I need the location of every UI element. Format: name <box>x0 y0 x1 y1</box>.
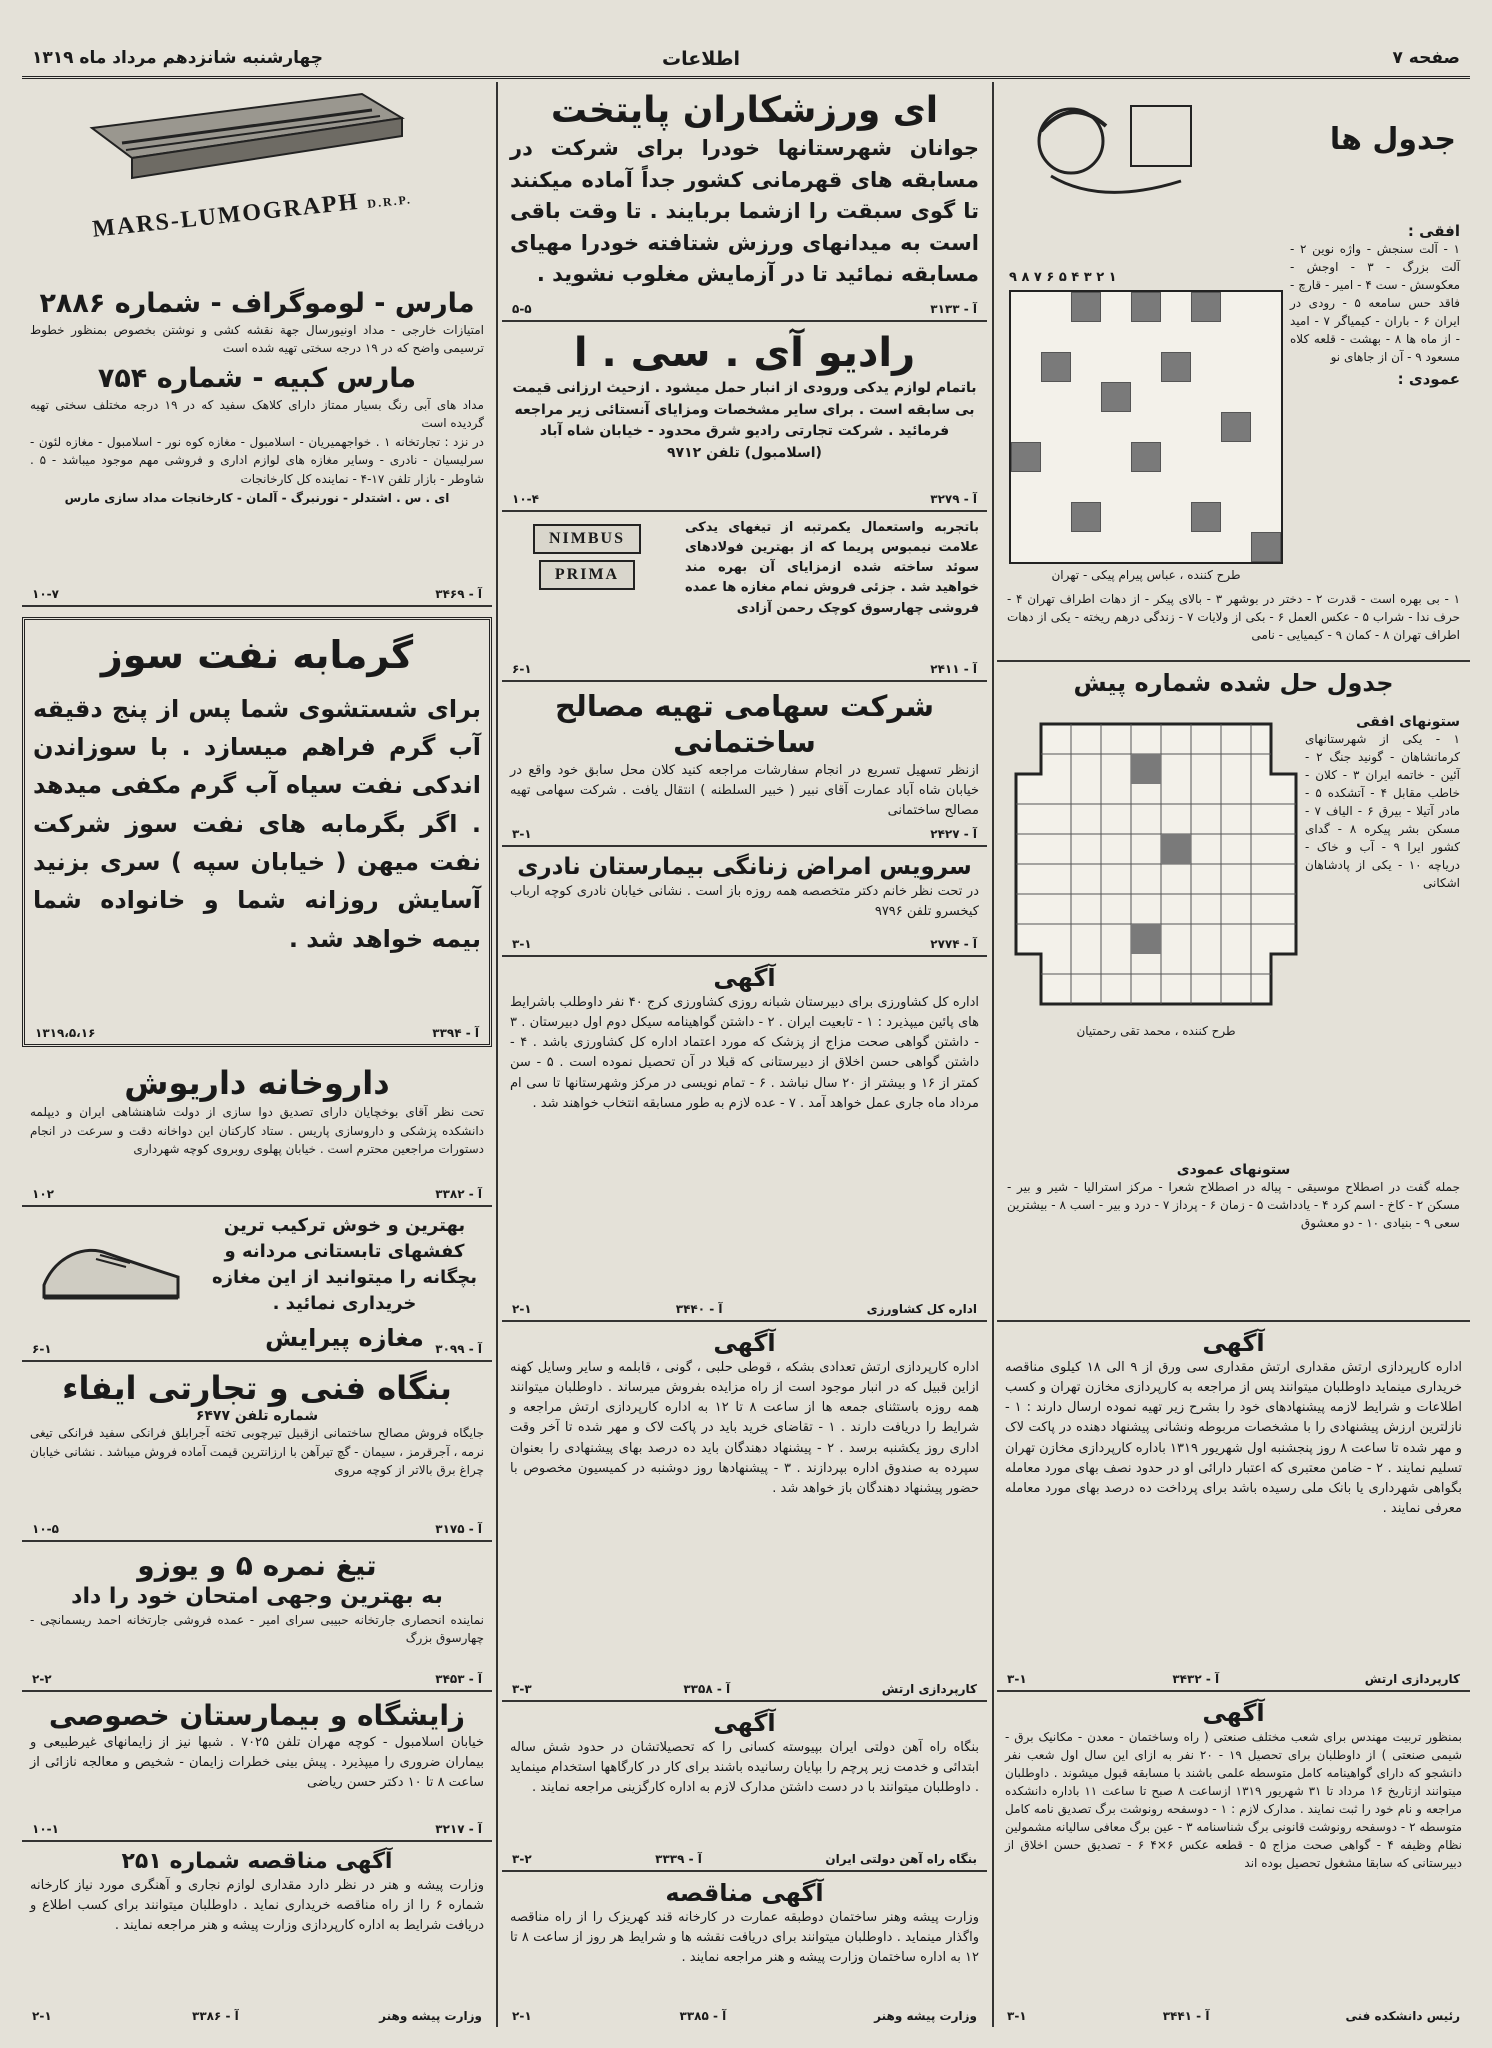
ad-reference: آ - ۲۴۲۷ ۳-۱ <box>512 827 977 841</box>
ad-body: اداره کل کشاورزی برای دبیرستان شبانه روزی کشاورزی کرج ۴۰ نفر داوطلب باشرایط های پائین میپذیرد : ۱ - تابعیت ایران . ۲ - داشتن گواهینامه سیکل دوم اول دبیرستان . ۳ - داشتن گواهی صحت مزاج از پزشک که مورد اعتماد اداره کل کشاورزی باشد . ۴ - داشتن گواهی حسن اخلاق از دبیرستانی که قبلا در آن تحصیل نموده است . ۵ - سن کمتر از ۱۶ و بیشتر از ۲۰ سال نباشد . ۶ - تمام نویسی در مرکز وشهرستانها تا سی ام مرداد ماه جاری عمل خواهد آمد . ۷ - عده لازم به طور مسابقه انتخاب خواهند شد . <box>510 995 980 1111</box>
mars-lumograph-ad <box>22 82 492 607</box>
date-line: چهارشنبه شانزدهم مرداد ماه ۱۳۱۹ <box>32 48 323 68</box>
ad-reference: وزارت پیشه وهنر آ - ۳۳۸۵ ۲-۱ <box>512 2009 977 2023</box>
solved-grid <box>1011 714 1301 1014</box>
ad-reference: اداره کل کشاورزی آ - ۳۴۴۰ ۲-۱ <box>512 1302 977 1316</box>
across-heading: ستونهای افقی <box>1356 714 1460 730</box>
ad-reference: آ - ۳۳۸۲ ۱۰۲ <box>32 1187 482 1201</box>
ad-body: وزارت پیشه و هنر در نظر دارد مقداری لوازم نجاری و آهنگری مورد نیاز کارخانه شماره ۶ را از راه مناقصه خریداری نماید . داوطلبان میتوانند برای کسب اطلاع و دریافت شرایط به اداره کارپردازی وزارت پیشه و هنر مراجعه نمایند . <box>30 1877 485 1933</box>
construction-tender-notice <box>502 1872 987 2027</box>
ad-body: باتجربه واستعمال یکمرتبه از تیغهای یدکی علامت نیمبوس پریما که از بهترین فولادهای سوئد ساخته شده ازمزایای آن بهره مند خواهید شد . جزئی فروش نمام مغازه ها عمده فروشی چهارسوق کوچک رحمن آزادی <box>685 520 979 616</box>
product1-description: امتیازات خارجی - مداد اونیورسال جهة نقشه کشی و نوشتن بخصوص بمنظور خطوط ترسیمی واضح که در ۱۹ درجه سختی تهیه شده است <box>30 322 484 356</box>
ad-body: وزارت پیشه وهنر ساختمان دوطبقه عمارت در کارخانه قند کهریزک را از راه مناقصه واگذار مینماید . داوطلبان میتوانند برای دریافت نقشه ها و شرایط هر روز از ساعت ۸ تا ۱۲ به اداره ساختمان وزارت پیشه و هنر مراجعه نمایند . <box>510 1910 979 1966</box>
across-answers: ۱ - یکی از شهرستانهای کرمانشاهان - گونید جنگ ۲ - آئین - خاتمه ایران ۳ - کلان - خاطب مقابل ۴ - آتشکده ۵ - مادر آتیلا - بیرق ۶ - الیاف ۷ - مسکن بشر پیکره ۸ - گدای کشور ایرا ۹ - آب و خاک - دریاچه ۱۰ - یکی از پادشاهان اشکانی <box>1305 732 1461 890</box>
down-answers: جمله گفت در اصطلاح موسیقی - پیاله در اصطلاح شعرا - مرکز استرالیا - شیر و بیر - مسکن ۲ - کاخ - اسم کرد ۴ - یادداشت ۵ - زمان ۶ - پرداز ۷ - درد و بیر - اسب ۸ - بیشترین سعی ۹ - بنیادی ۱۰ - دو معشوق <box>1007 1180 1460 1230</box>
ad-title: آگهی مناقصه <box>665 1879 824 1907</box>
product2-title: مارس کبیه - شماره ۷۵۴ <box>97 362 417 394</box>
ad-body: اداره کارپردازی ارتش مقداری ارتش مقداری سی ورق از ۹ الی ۱۸ کیلوی مناقصه خریداری مینماید داوطلبان میتوانند پس از مراجعه به کارپردازی مخازن تهران و کسب اطلاعات و شرایط لازمه پیشنهادهای خود را بشرح زیر تهیه نموده ارسال دارند : ۱ - نازلترین ارزش پیشنهادی را با مشخصات مربوطه ونشانی پیشنهاد دهنده در پاکت لاک و مهر شده تا ساعت ۸ روز پنجشنبه اول شهریور ۱۳۱۹ باداره کارپردازی مخازن تهران تسلیم نمایند . ۲ - ضامن معتبری که اعتبار دارائی او در حدود نصف بهای مورد معامله بگواهی شهرداری یا بانک ملی رسیده باشد برای پرداخت ده درصد بهای مورد معامله معرفی نمایند . <box>1005 1360 1462 1516</box>
down-heading: عمودی : <box>1397 370 1460 388</box>
ad-title: آگهی مناقصه شماره ۲۵۱ <box>121 1849 393 1874</box>
razor-blade-image: NIMBUS PRIMA <box>512 524 662 590</box>
ad-title: آگهی <box>713 1329 776 1357</box>
gynecology-service-ad <box>502 847 987 957</box>
railway-notice <box>502 1702 987 1872</box>
ad-subtitle: به بهترین وجهی امتحان خود را داد <box>71 1584 443 1609</box>
ad-title: رادیو آی . سی . ا <box>573 330 916 376</box>
ad-body: بهترین و خوش ترکیب ترین کفشهای تابستانی مردانه و بچگانه را میتوانید از این مغازه خریداری نمائید . <box>211 1215 477 1315</box>
ad-reference: آ - ۲۴۱۱ ۶-۱ <box>512 662 977 676</box>
middle-column <box>502 82 987 2027</box>
factory-text: ای . س . اشتدلر - نورنبرگ - آلمان - کارخانجات مداد سازی مارس <box>64 490 450 505</box>
column-divider <box>496 82 498 2027</box>
dealers-text: در نزد : تجارتخانه ۱ . خواجهمیریان - اسلامبول - مغازه کوه نور - اسلامبول - مغازه لئون - سرلیسیان - نادری - وسایر مغازه های لوازم اداری و فروشی مهم موجود میباشد - ۵ . شاوطر - بازار تلفن ۱۷-۴ - نماینده کل کارخانجات <box>30 434 484 487</box>
ad-reference: وزارت پیشه وهنر آ - ۳۳۸۶ ۲-۱ <box>32 2009 482 2023</box>
agriculture-notice <box>502 957 987 1322</box>
ad-title: داروخانه داریوش <box>124 1064 390 1102</box>
ad-body: خیابان اسلامبول - کوچه مهران تلفن ۷۰۲۵ . شبها نیز از زایمانهای غیرطبیعی و بیماران ضروری را میپذیرد . پیش بینی خطرات زایمان - شخیص و معالجه نازائی از ساعت ۸ تا ۱۰ دکتر حسن ریاضی <box>30 1735 484 1791</box>
tender-notice <box>22 1842 492 2027</box>
page-number: صفحه ۷ <box>1392 48 1460 68</box>
technical-faculty-notice <box>997 1692 1470 2027</box>
crossword-designer: طرح کننده ، عباس پیرام پیکی - تهران <box>1051 568 1241 582</box>
ad-body: تحت نظر آقای بوخچایان دارای تصدیق دوا سازی از دولت شاهنشاهی ایران و دیپلمه دانشکده پزشکی و داروسازی پاریس . ستاد کارکنان این دواخانه دقت و سرعت در انجام دستورات مراجعین محترم است . خیابان پهلوی روبروی کوچه شهرداری <box>30 1105 484 1157</box>
ad-reference: آ - ۳۴۶۹ ۱۰-۷ <box>32 587 482 601</box>
down-heading: ستونهای عمودی <box>1176 1162 1291 1178</box>
crossword-title: جدول ها <box>1329 122 1456 157</box>
ad-body: برای شستشوی شما پس از پنج دقیقه آب گرم فراهم میسازد . با سوزاندن اندکی نفت سیاه آب گرم مکفی میدهد . اگر بگرمابه های نفت سوز شرکت نفت میهن ( خیابان سپه ) سری بزنید آسایش روزانه شما و خانواده شما بیمه خواهد شد . <box>33 694 481 953</box>
ad-reference: آ - ۳۱۳۳ ۵-۵ <box>512 302 977 316</box>
solved-crossword-section <box>997 662 1470 1322</box>
ad-title: آگهی <box>713 964 776 992</box>
ad-body: نماینده انحصاری جارتخانه حبیبی سرای امیر - عمده فروشی جارتخانه احمد ریسمانچی - چهارسوق بزرگ <box>30 1612 484 1646</box>
ad-title: سرویس امراض زنانگی بیمارستان نادری <box>517 854 972 880</box>
section-title: جدول حل شده شماره پیش <box>1073 669 1394 697</box>
ad-reference: رئیس دانشکده فنی آ - ۳۴۴۱ ۳-۱ <box>1007 2009 1460 2023</box>
ad-body: بمنظور تربیت مهندس برای شعب مختلف صنعتی ( راه وساختمان - معدن - مکانیک برق - شیمی صنعتی ) از داوطلبان برای تحصیل ۱۹ - ۲۰ نفر به ازای این سال اول شعب نفر دانشجو که دارای گواهینامه کامل متوسطه علمی باشند با مسابقه قبول میشوند . داوطلبان میتوانند ازتاریخ ۱۶ مرداد تا ۳۱ شهریور ۱۳۱۹ ازساعت ۸ صبح تا ساعت ۱۱ باداره دانشکده مراجعه و نام خود را ثبت نمایند . مدارک لازم : ۱ - دوسفحه رونوشت برگ تصدیق نامه کامل متوسطه ۲ - دوسفحه رونوشت قانونی برگ شناسنامه ۳ - عین برگ معافی سالیانه مشمولین نظام وظیفه ۴ - گواهی صحت مزاج ۵ - قطعه عکس ۶×۴ ۶ - تصدیق حسن اخلاق از دبیرستانی که سابقا مشغول تحصیل بوده اند <box>1005 1730 1463 1870</box>
ad-reference: آ - ۳۲۷۹ ۱۰-۴ <box>512 492 977 506</box>
ad-body: جایگاه فروش مصالح ساختمانی ازقبیل تیرچوبی تخته آجرابلق فرانکی سفید فرانکی تیغی نرمه ، آجرقرمز ، سیمان - گچ تیرآهن با ارزانترین قیمت آماده فروش میباشد . نشانی خیابان چراغ برق بالاتر از کوچه مروی <box>30 1426 484 1478</box>
ad-body: اداره کارپردازی ارتش تعدادی بشکه ، قوطی حلبی ، گونی ، قابلمه و سایر وسایل کهنه ازاین قبیل که در انبار موجود است از راه مزایده بفروش میرساند . داوطلبان میتوانند همه روزه باستثنای جمعه ها از ساعت ۸ تا ۱۲ به اداره کارپردازی ارتش مراجعه و شرایط را دریافت دارند . ۱ - تقاضای خرید باید در پاکت لاک و مهر شده تا آخر وقت اداری روز یکشنبه برسد . ۲ - پیشنهاد دهندگان باید ده درصد بهای پیشنهادی را بعنوان سپرده به صندوق اداره بپردازند . ۳ - پیشنهادها روز دوشنبه در کمیسیون مخصوص با حضور پیشنهاد دهندگان باز خواهد شد . <box>510 1360 980 1496</box>
maternity-clinic-ad <box>22 1692 492 1842</box>
ad-reference: آ - ۳۱۷۵ ۱۰-۵ <box>32 1522 482 1536</box>
ad-body: در تحت نظر خانم دکتر متخصصه همه روزه باز است . نشانی خیابان نادری کوچه ارباب کیخسرو تلفن ۹۷۹۶ <box>510 883 979 919</box>
ad-reference: آ - ۳۳۹۴ ۱۳۱۹،۵،۱۶ <box>35 1026 479 1040</box>
left-column <box>22 82 492 2027</box>
across-heading: افقی : <box>1407 222 1460 240</box>
ad-reference: کارپردازی ارتش آ - ۳۴۳۲ ۳-۱ <box>1007 1672 1460 1686</box>
ad-reference: آ - ۳۴۵۳ ۲-۲ <box>32 1672 482 1686</box>
construction-company-ad <box>502 682 987 847</box>
ad-title: شرکت سهامی تهیه مصالح ساختمانی <box>555 689 934 760</box>
column-divider <box>992 82 994 2027</box>
ad-title: زایشگاه و بیمارستان خصوصی <box>48 1699 466 1732</box>
razor-blade-ad <box>22 1542 492 1692</box>
product1-title: مارس - لوموگراف - شماره ۲۸۸۶ <box>39 288 475 319</box>
ad-reference: آ - ۳۰۹۹ ۶-۱ <box>32 1342 482 1356</box>
solution-designer: طرح کننده ، محمد تقی رحمتیان <box>1076 1024 1236 1038</box>
right-column <box>997 82 1470 2027</box>
shoe-shop-ad <box>22 1207 492 1362</box>
grid-column-numbers: ۹ ۸ ۷ ۶ ۵ ۴ ۳ ۲ ۱ <box>1009 270 1117 285</box>
product2-description: مداد های آبی رنگ بسیار ممتاز دارای کلاهک سفید که در ۱۹ درجه مختلف سختی تهیه گردیده است <box>30 397 484 431</box>
masthead <box>22 40 1470 79</box>
ad-reference: آ - ۳۲۱۷ ۱۰-۱ <box>32 1822 482 1836</box>
shop-name: مغازه پیرایش <box>265 1324 424 1353</box>
ad-title: تیغ نمره ۵ و یوزو <box>137 1549 377 1582</box>
ad-reference: آ - ۲۷۷۴ ۳-۱ <box>512 937 977 951</box>
pencil-box-illustration <box>62 88 422 198</box>
radio-ad <box>502 322 987 512</box>
crossword-grid <box>1009 290 1283 564</box>
brand-logo: MARS-LUMOGRAPH D.R.P. <box>91 188 413 243</box>
kerosene-bath-ad <box>22 617 492 1047</box>
army-auction-notice <box>502 1322 987 1702</box>
down-clues: ۱ - بی بهره است - قدرت ۲ - دختر در بوشهر ۳ - بالای پیکر - از دهات اطراف تهران ۴ - حرف ندا - شراب ۵ - عکس العمل ۶ - بکی از ولایات ۷ - زندگی درهم ریخته - یکی از دهات اطراف تهران ۸ - کمان ۹ - کیمیایی - نامی <box>1007 592 1461 642</box>
ad-body: جوانان شهرستانها خودرا برای شرکت در مسابقه های قهرمانی کشور جداً آماده میکنند تا گوی سبقت را ازشما بربایند . تا وقت باقی است به میدانهای ورزش شتافته خودرا مهیای مسابقه نمائید تا در آزمایش مغلوب نشوید . <box>510 136 979 286</box>
ifa-company-ad <box>22 1362 492 1542</box>
ad-title: گرمابه نفت سوز <box>100 633 414 677</box>
pharmacy-ad <box>22 1057 492 1207</box>
ad-title: بنگاه فنی و تجارتی ایفاء <box>62 1369 452 1407</box>
ad-title: آگهی <box>713 1709 776 1737</box>
phone-number: شماره تلفن ۶۴۷۷ <box>195 1408 319 1424</box>
ad-title: آگهی <box>1202 1699 1265 1727</box>
ad-reference: بنگاه راه آهن دولتی ایران آ - ۳۳۳۹ ۳-۲ <box>512 1852 977 1866</box>
crossword-section <box>997 82 1470 662</box>
ad-body: بنگاه راه آهن دولتی ایران بپیوسته کسانی را که تحصیلاتشان در حدود شش ساله ابتدائی و خدمت زیر پرچم را بپایان رسانیده باشند برای کار در کارگاهها استخدام مینماید . داوطلبان میتوانند با در دست داشتن مدارک لازم به اداره کارگزینی مراجعه نمایند . <box>510 1740 979 1796</box>
nimbus-razor-ad <box>502 512 987 682</box>
newspaper-name: اطلاعات <box>662 48 741 70</box>
ad-title: ای ورزشکاران پایتخت <box>550 90 939 131</box>
ad-body: ازنظر تسهیل تسریع در انجام سفارشات مراجعه کنید کلان محل سابق خود واقع در خیابان شاه آباد عمارت آقای نبیر ( خبیر السلطنه ) انتقال یافت . شرکت سهامی تهیه مصالح ساختمانی <box>510 762 979 818</box>
across-clues: ۱ - آلت سنجش - واژه نوین ۲ - آلت بزرگ - ۳ - اوجش - معکوسش - ست ۴ - امیر - قارچ - فاقد حس سامعه ۵ - رودی در ایران ۶ - باران - کیمیاگر ۷ - امید - از ماه ها ۸ - بهشت - قلعه کلاه مسعود ۹ - آن از جاهای نو <box>1290 242 1461 364</box>
ad-body: باتمام لوازم یدکی ورودی از انبار حمل میشود . ازحیث ارزانی قیمت بی سابقه است . برای سایر مشخصات ومزایای آنستائی زیر مراجعه فرمائید . شرکت تجارتی رادیو شرق محدود - خیابان شاه آباد (اسلامبول) تلفن ۹۷۱۲ <box>512 380 977 462</box>
army-tender-notice <box>997 1322 1470 1692</box>
ad-reference: کارپردازی ارتش آ - ۳۳۵۸ ۳-۳ <box>512 1682 977 1696</box>
shoe-icon <box>36 1215 186 1315</box>
sports-ad <box>502 82 987 322</box>
ad-title: آگهی <box>1202 1329 1265 1357</box>
decorative-illustration <box>1011 86 1211 216</box>
